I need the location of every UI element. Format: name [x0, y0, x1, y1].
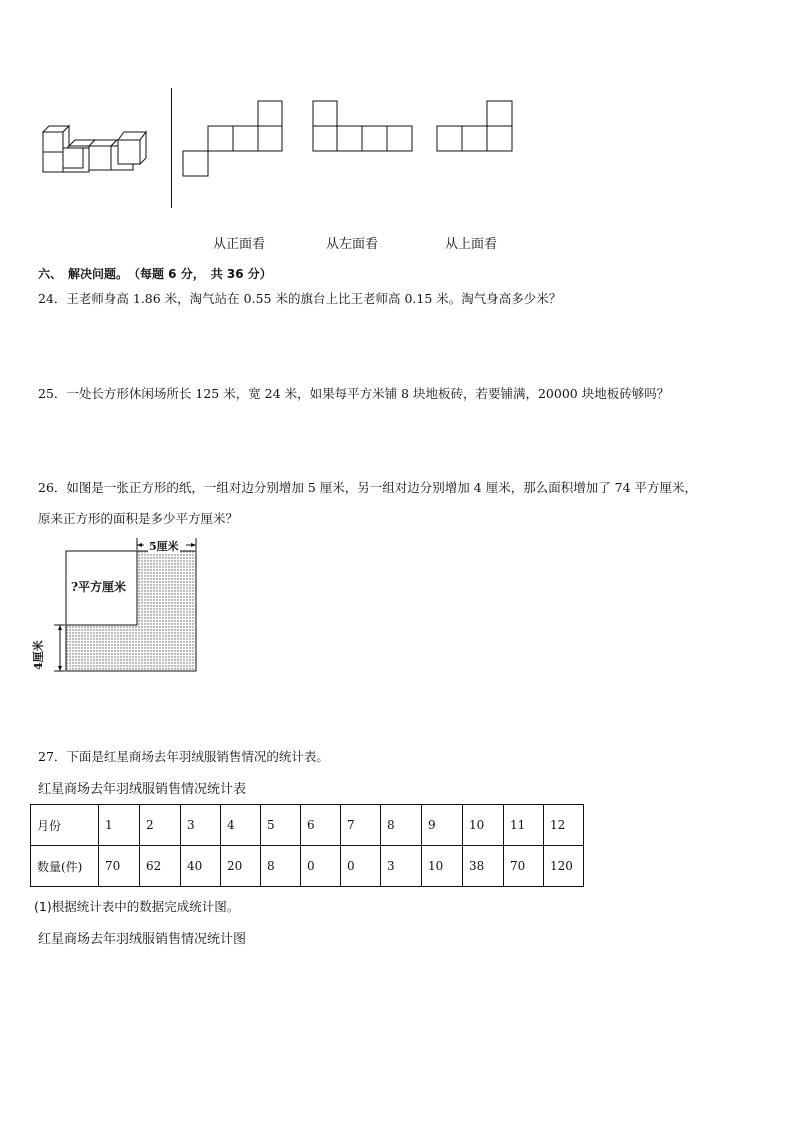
month-cell: 9	[422, 805, 463, 846]
month-header: 月份	[31, 805, 99, 846]
unknown-area-label: ?平方厘米	[71, 580, 127, 594]
sub-question-1: (1)根据统计表中的数据完成统计图。	[34, 899, 240, 914]
month-cell: 10	[463, 805, 504, 846]
question-24: 24．王老师身高 1.86 米，淘气站在 0.55 米的旗台上比王老师高 0.15 米。淘气身高多少米？	[38, 291, 562, 306]
quantity-cell: 38	[463, 846, 504, 887]
quantity-cell: 0	[301, 846, 341, 887]
section-title: 六、 解决问题。 （每题 6 分， 共 36 分）	[38, 267, 272, 281]
question-27: 27．下面是红星商场去年羽绒服销售情况的统计表。	[38, 749, 329, 764]
quantity-cell: 0	[341, 846, 381, 887]
square-expansion-figure	[36, 536, 206, 676]
month-cell: 2	[140, 805, 181, 846]
month-cell: 7	[341, 805, 381, 846]
month-cell: 4	[221, 805, 261, 846]
quantity-cell: 10	[422, 846, 463, 887]
top-view-label: 从上面看	[445, 237, 498, 252]
quantity-header: 数量(件)	[31, 846, 99, 887]
month-cell: 11	[504, 805, 544, 846]
top-view-figure	[436, 100, 514, 153]
left-view-label: 从左面看	[326, 237, 379, 252]
month-cell: 3	[181, 805, 221, 846]
question-25: 25．一处长方形休闲场所长 125 米，宽 24 米，如果每平方米铺 8 块地板砖，若要铺满，20000 块地板砖够吗？	[38, 386, 670, 401]
side-dimension-label: 4厘米	[32, 640, 45, 670]
quantity-cell: 20	[221, 846, 261, 887]
month-cell: 12	[544, 805, 584, 846]
table-row	[31, 805, 584, 846]
question-26-line2: 原来正方形的面积是多少平方厘米？	[38, 511, 239, 526]
quantity-cell: 62	[140, 846, 181, 887]
month-cell: 5	[261, 805, 301, 846]
left-view-figure	[312, 100, 414, 153]
front-view-figure	[182, 100, 284, 178]
sales-table	[30, 804, 584, 887]
month-cell: 6	[301, 805, 341, 846]
quantity-cell: 8	[261, 846, 301, 887]
quantity-cell: 70	[99, 846, 140, 887]
month-cell: 8	[381, 805, 422, 846]
quantity-cell: 3	[381, 846, 422, 887]
month-cell: 1	[99, 805, 140, 846]
top-dimension-label: 5厘米	[149, 540, 179, 553]
cube-stack-figure	[38, 122, 158, 182]
quantity-cell: 40	[181, 846, 221, 887]
quantity-cell: 120	[544, 846, 584, 887]
question-26-line1: 26．如图是一张正方形的纸，一组对边分别增加 5 厘米，另一组对边分别增加 4 厘米，那么面积增加了 74 平方厘米，	[38, 480, 698, 495]
quantity-cell: 70	[504, 846, 544, 887]
chart-title: 红星商场去年羽绒服销售情况统计图	[38, 932, 247, 947]
front-view-label: 从正面看	[213, 237, 266, 252]
table-title: 红星商场去年羽绒服销售情况统计表	[38, 782, 247, 797]
table-row	[31, 846, 584, 887]
vertical-divider	[171, 88, 172, 208]
